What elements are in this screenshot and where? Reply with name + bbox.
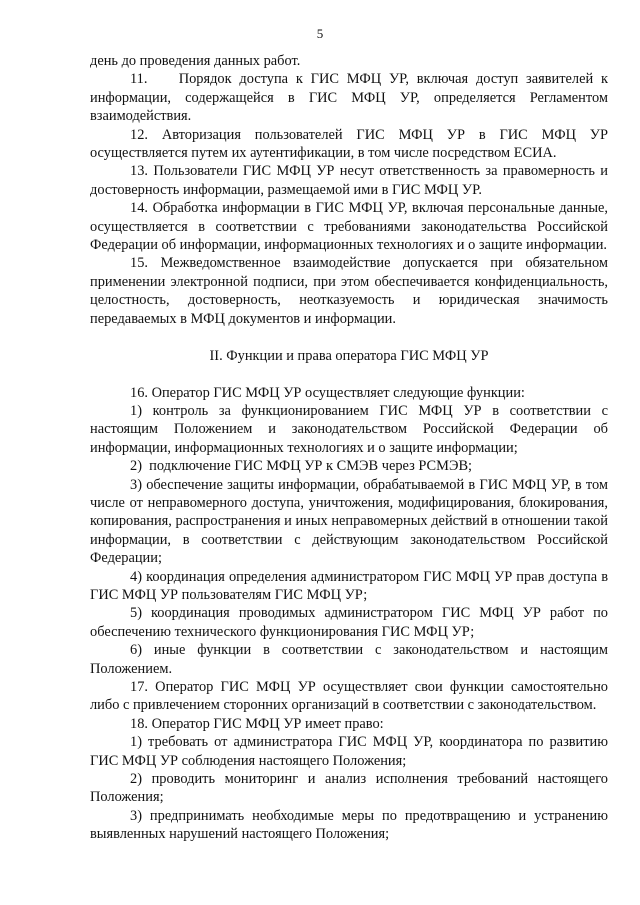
paragraph-16-item-1: 1) контроль за функционированием ГИС МФЦ УР в соответствии с настоящим Положением и законодательством Российской Федерации об информации, информационных технологиях и о защите информации; [90, 402, 608, 456]
paragraph-14: 14. Обработка информации в ГИС МФЦ УР, включая персональные данные, осуществляется в соответствии с требованиями законодательства Российской Федерации об информации, информационных технологиях и о защите информации. [90, 200, 608, 254]
paragraph-continuation: день до проведения данных работ. [90, 53, 301, 69]
page-number: 5 [316, 26, 324, 41]
section-heading: II. Функции и права оператора ГИС МФЦ УР [209, 348, 489, 365]
paragraph-12: 12. Авторизация пользователей ГИС МФЦ УР в ГИС МФЦ УР осуществляется путем их аутентификации, в том числе посредством ЕСИА. [90, 126, 608, 162]
paragraph-13: 13. Пользователи ГИС МФЦ УР несут ответственность за правомерность и достоверность информации, размещаемой ими в ГИС МФЦ УР. [90, 163, 608, 198]
paragraph-16-item-3: 3) обеспечение защиты информации, обрабатываемой в ГИС МФЦ УР, в том числе от неправомерного доступа, уничтожения, модифицирования, блокирования, копирования, распространения и иных неправомерных действий в отношении такой информации, в соответствии с действующим законодательством Российской Федерации; [90, 476, 608, 567]
paragraph-18: 18. Оператор ГИС МФЦ УР имеет право: [130, 715, 384, 732]
paragraph-16-item-5: 5) координация проводимых администратором ГИС МФЦ УР работ по обеспечению технического функционирования ГИС МФЦ УР; [90, 605, 608, 640]
paragraph-18-item-3: 3) предпринимать необходимые меры по предотвращению и устранению выявленных нарушений настоящего Положения; [90, 807, 608, 843]
paragraph-15: 15. Межведомственное взаимодействие допускается при обязательном применении электронной подписи, при этом обеспечивается конфиденциальность, целостность, достоверность, неотказуемость и юридическая значимость передаваемых в МФЦ документов и информации. [90, 255, 608, 327]
paragraph-18-item-2: 2) проводить мониторинг и анализ исполнения требований настоящего Положения; [90, 771, 608, 806]
paragraph-16-item-4: 4) координация определения администратором ГИС МФЦ УР прав доступа в ГИС МФЦ УР пользователям ГИС МФЦ УР; [90, 568, 608, 603]
paragraph-17: 17. Оператор ГИС МФЦ УР осуществляет свои функции самостоятельно либо с привлечением сторонних организаций в соответствии с законодательством. [90, 679, 608, 714]
paragraph-16: 16. Оператор ГИС МФЦ УР осуществляет следующие функции: [130, 384, 525, 401]
paragraph-16-item-6: 6) иные функции в соответствии с законодательством и настоящим Положением. [90, 642, 608, 677]
paragraph-18-item-1: 1) требовать от администратора ГИС МФЦ УР, координатора по развитию ГИС МФЦ УР соблюдения настоящего Положения; [90, 734, 608, 769]
paragraph-16-item-2: 2) подключение ГИС МФЦ УР к СМЭВ через РСМЭВ; [130, 458, 473, 475]
paragraph-11: 11. Порядок доступа к ГИС МФЦ УР, включая доступ заявителей к информации, содержащейся в ГИС МФЦ УР, определяется Регламентом взаимодействия. [90, 71, 608, 125]
document-body [90, 52, 608, 844]
